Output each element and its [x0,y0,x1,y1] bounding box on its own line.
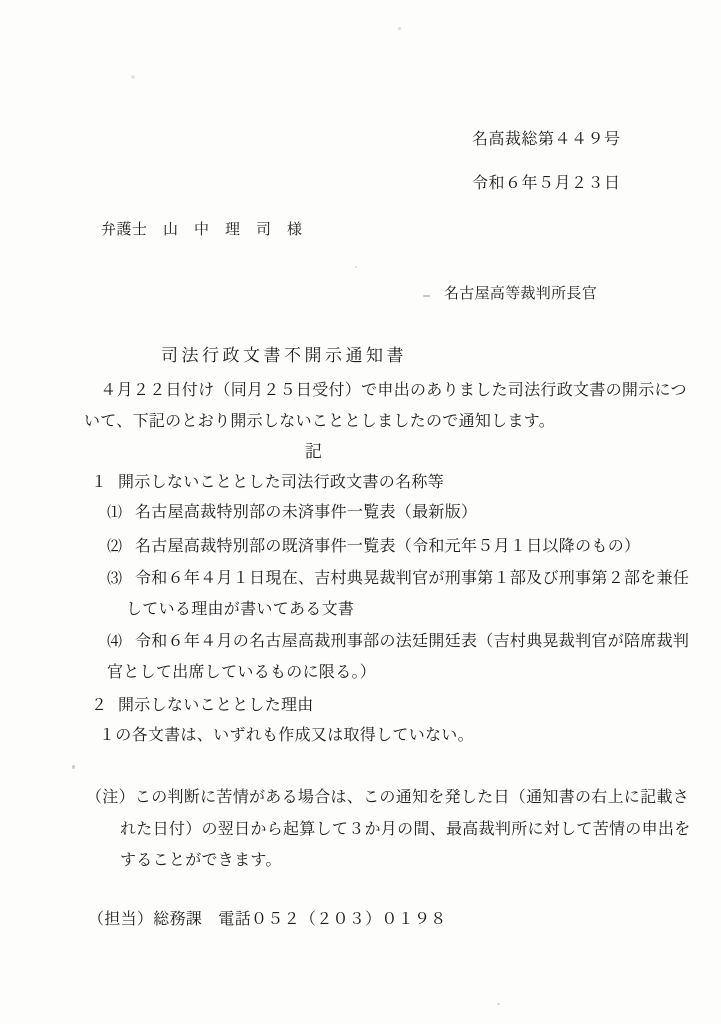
item-3-text: している理由が書いてある文書 [126,601,355,618]
scan-artifact [497,1003,500,1005]
scan-artifact [72,765,75,769]
item-4-text: 官として出席しているものに限る。） [107,664,377,681]
section1-heading: 開示しないこととした司法行政文書の名称等 [118,474,445,491]
record-marker: 記 [305,442,323,461]
item-3-text: 令和６年４月１日現在、吉村典晃裁判官が刑事第１部及び刑事第２部を兼任 [135,570,690,587]
scan-artifact [355,266,357,268]
item-2-marker: ⑵ [107,539,123,555]
item-3-marker: ⑶ [107,571,123,587]
item-1-text: 名古屋高裁特別部の未済事件一覧表（最新版） [135,504,478,521]
item-2-text: 名古屋高裁特別部の既済事件一覧表（令和元年５月１日以降のもの） [135,538,641,555]
recipient-line: 弁護士 山 中 理 司 様 [101,222,303,238]
contact-line: （担当）総務課 電話０５２（２０３）０１９８ [88,911,447,928]
issue-date: 令和６年５月２３日 [472,175,621,192]
intro-line: ４月２２日付け（同月２５日受付）で申出のありました司法行政文書の開示につ [84,382,687,399]
doc-number: 名高裁総第４４９号 [472,131,621,148]
note-line: （注）この判断に苦情がある場合は、この通知を発した日（通知書の右上に記載さ [86,789,690,806]
item-4-text: 令和６年４月の名古屋高裁刑事部の法廷開廷表（吉村典晃裁判官が陪席裁判 [135,633,690,650]
document-title: 司法行政文書不開示通知書 [161,346,407,365]
item-1-marker: ⑴ [107,505,123,521]
item-4-marker: ⑷ [107,634,123,650]
scan-artifact [423,295,430,297]
note-line: することができます。 [120,852,282,869]
intro-line: いて、下記のとおり開示しないこととしましたので通知します。 [84,413,556,430]
section1-number: １ [91,474,108,491]
sender-line: 名古屋高等裁判所長官 [444,286,598,302]
section2-number: ２ [91,697,108,714]
scan-artifact [131,75,135,79]
section2-body: １の各文書は、いずれも作成又は取得していない。 [99,727,474,744]
note-line: れた日付）の翌日から起算して３か月の間、最高裁判所に対して苦情の申出を [120,821,691,838]
section2-heading: 開示しないこととした理由 [118,697,314,714]
scan-artifact [398,27,401,30]
